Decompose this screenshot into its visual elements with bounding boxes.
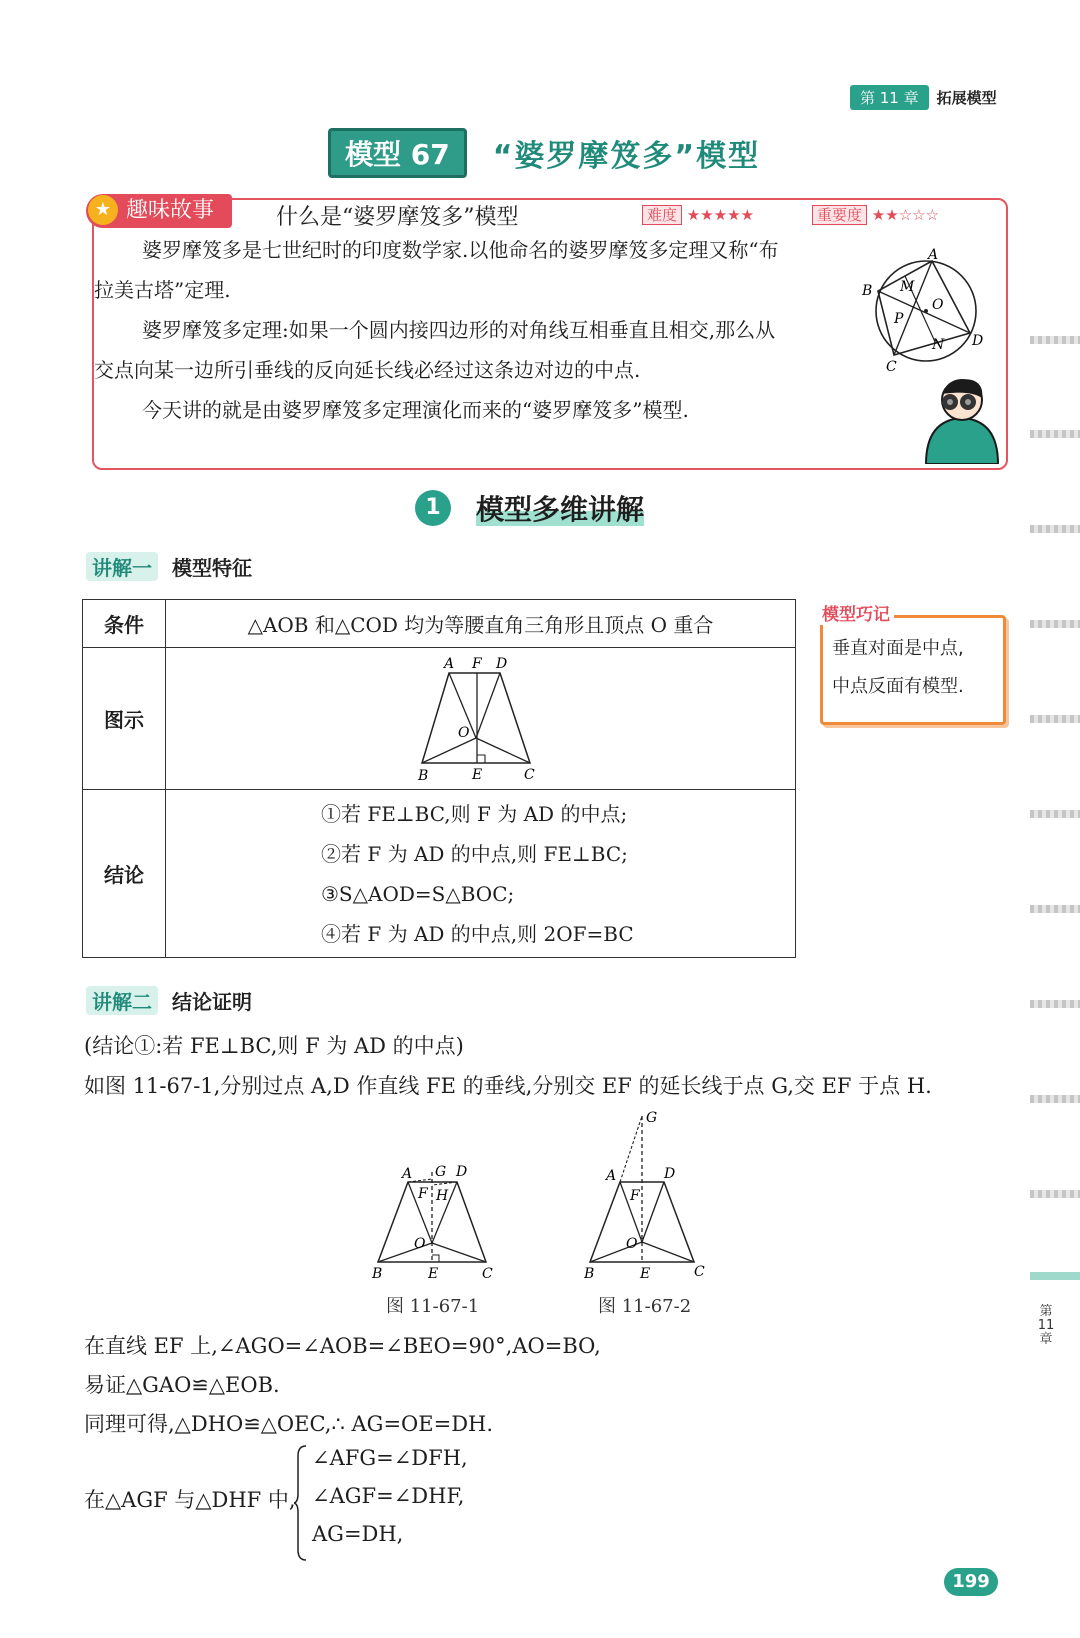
label-a: A [443, 655, 454, 672]
section-number: 1 [415, 490, 451, 526]
side-tab [1030, 525, 1080, 533]
proof-line: 在△AGF 与△DHF 中, [84, 1488, 296, 1512]
fig1-label-g: G [435, 1164, 447, 1180]
star-icon: ★ [88, 195, 118, 225]
fig1-label-c: C [482, 1266, 493, 1278]
fig-label-m: M [900, 279, 915, 295]
fig-label-d: D [972, 333, 984, 349]
story-line: 婆罗摩笈多是七世纪时的印度数学家.以他命名的婆罗摩笈多定理又称“布 [142, 238, 779, 262]
fig1-label-e: E [428, 1266, 439, 1278]
figure-label: 图示 [83, 648, 166, 790]
proof-line: 如图 11-67-1,分别过点 A,D 作直线 FE 的垂线,分别交 EF 的延长线于点 G,交 EF 于点 H. [84, 1074, 932, 1098]
story-line: 拉美古塔”定理. [94, 278, 231, 302]
figure-cell [166, 648, 796, 790]
fig2-label-c: C [694, 1264, 705, 1278]
story-line: 今天讲的就是由婆罗摩笈多定理演化而来的“婆罗摩笈多”模型. [142, 398, 689, 422]
chapter-tag [850, 84, 997, 110]
story-line: 交点向某一边所引垂线的反向延长线必经过这条边对边的中点. [94, 358, 641, 382]
side-tab [1030, 430, 1080, 438]
system-line: ∠AGF=∠DHF, [312, 1484, 465, 1508]
importance-rating [812, 204, 939, 225]
part1-title: 模型特征 [172, 556, 252, 580]
fig-label-a: A [928, 247, 939, 263]
cartoon-character-icon [920, 372, 1004, 464]
conclusion-4: ④若 F 为 AD 的中点,则 2OF=BC [321, 921, 634, 946]
tip-line: 垂直对面是中点, [832, 638, 964, 659]
label-b: B [417, 767, 428, 784]
side-tab [1030, 715, 1080, 723]
model-title: “婆罗摩笈多”模型 [492, 139, 761, 174]
part1-tag: 讲解一 [86, 552, 158, 581]
condition-label: 条件 [83, 600, 166, 648]
part1-heading [86, 552, 252, 581]
figure-11-67-1 [370, 1158, 510, 1278]
conclusion-2: ②若 F 为 AD 的中点,则 FE⊥BC; [321, 841, 628, 866]
fig-label-o: O [932, 297, 944, 313]
conclusion-3: ③S△AOD=S△BOC; [321, 881, 515, 906]
model-table [82, 599, 796, 958]
difficulty-label: 难度 [642, 205, 682, 225]
part2-title: 结论证明 [172, 990, 252, 1014]
model-figure [416, 653, 546, 785]
fig2-label-g: G [646, 1110, 658, 1126]
label-c: C [523, 766, 535, 783]
tip-line: 中点反面有模型. [832, 676, 964, 697]
system-line: AG=DH, [312, 1522, 404, 1546]
fig2-label-b: B [584, 1266, 595, 1278]
proof-line: 易证△GAO≌△EOB. [84, 1373, 280, 1397]
proof-line: 在直线 EF 上,∠AGO=∠AOB=∠BEO=90°,AO=BO, [84, 1334, 601, 1358]
section-title-text: 模型多维讲解 [476, 493, 645, 526]
cyclic-quadrilateral-figure [858, 245, 988, 375]
fig2-label-d: D [664, 1166, 676, 1182]
fig2-label-e: E [640, 1266, 651, 1278]
fig-label-p: P [894, 311, 904, 327]
side-tab [1030, 905, 1080, 913]
label-f: F [471, 655, 482, 672]
fig1-label-a: A [402, 1166, 413, 1182]
story-line: 婆罗摩笈多定理:如果一个圆内接四边形的对角线互相垂直且相交,那么从 [142, 318, 776, 342]
fig2-label-a: A [606, 1168, 617, 1184]
figure-11-67-2-caption: 图 11-67-2 [598, 1296, 692, 1317]
side-chapter-label: 第11章 [1037, 1304, 1055, 1347]
side-tab [1030, 1000, 1080, 1008]
fig2-label-o: O [626, 1236, 638, 1252]
chapter-name: 拓展模型 [936, 88, 997, 107]
fig-label-b: B [862, 283, 873, 299]
fig1-label-h: H [436, 1188, 449, 1204]
tip-body [832, 630, 964, 706]
fig1-label-f: F [418, 1186, 428, 1202]
side-tab [1030, 1190, 1080, 1198]
fig1-label-o: O [414, 1236, 426, 1252]
label-d: D [495, 655, 507, 672]
part2-heading [86, 986, 252, 1015]
conclusion-label: 结论 [83, 790, 166, 958]
page-title [328, 130, 760, 176]
figure-11-67-2 [584, 1108, 714, 1278]
section-title [476, 488, 644, 528]
conclusion-cell [166, 790, 796, 958]
story-question: 什么是“婆罗摩笈多”模型 [276, 205, 519, 230]
part2-tag: 讲解二 [86, 986, 158, 1015]
difficulty-rating [642, 204, 754, 225]
fig2-label-f: F [630, 1188, 640, 1204]
chapter-number: 第 11 章 [850, 85, 929, 110]
fig1-label-b: B [372, 1266, 383, 1278]
figure-11-67-1-caption: 图 11-67-1 [386, 1296, 480, 1317]
system-line: ∠AFG=∠DFH, [312, 1446, 468, 1470]
condition-text: △AOB 和△COD 均为等腰直角三角形且顶点 O 重合 [166, 600, 796, 648]
page-number: 199 [944, 1568, 998, 1596]
conclusion-1: ①若 FE⊥BC,则 F 为 AD 的中点; [321, 801, 628, 826]
side-tab [1030, 620, 1080, 628]
proof-line: 同理可得,△DHO≌△OEC,∴ AG=OE=DH. [84, 1412, 494, 1436]
side-tab [1030, 336, 1080, 344]
importance-stars: ★★☆☆☆ [871, 206, 940, 224]
fig-label-c: C [886, 359, 897, 375]
side-tab [1030, 810, 1080, 818]
label-e: E [471, 766, 482, 783]
importance-label: 重要度 [812, 205, 867, 225]
brace-icon [294, 1444, 308, 1562]
label-o: O [457, 724, 469, 741]
side-tab [1030, 1095, 1080, 1103]
difficulty-stars: ★★★★★ [686, 206, 755, 224]
model-number-badge: 模型 67 [328, 128, 467, 178]
fig1-label-d: D [456, 1164, 468, 1180]
proof-line: (结论①:若 FE⊥BC,则 F 为 AD 的中点) [84, 1034, 464, 1058]
story-badge: 趣味故事 [86, 194, 232, 228]
fig-label-n: N [932, 337, 945, 353]
side-tab-active [1030, 1272, 1080, 1280]
tip-label: 模型巧记 [818, 600, 894, 625]
